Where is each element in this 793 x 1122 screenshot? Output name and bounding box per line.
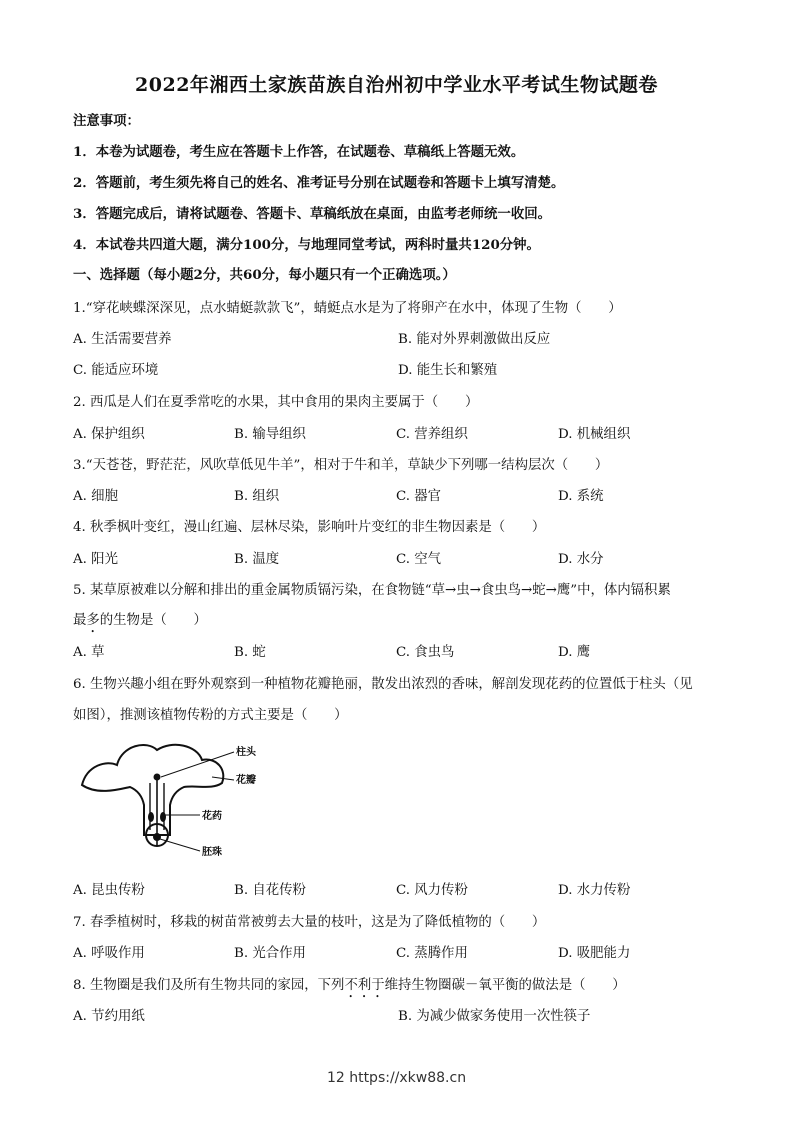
- q3-option-a: A. 细胞: [73, 489, 118, 504]
- stigma: [154, 774, 161, 781]
- question-5-stem-line1: 5. 某草原被难以分解和排出的重金属物质镉污染，在食物链“草→虫→食虫鸟→蛇→鹰”中，体内镉积累: [73, 583, 671, 598]
- q5-option-d: D. 鹰: [558, 645, 591, 660]
- notice-item-2: 2．答题前，考生须先将自己的姓名、准考证号分别在试题卷和答题卡上填写清楚。: [73, 175, 565, 191]
- q5-option-b: B. 蛇: [234, 645, 266, 660]
- q2-option-b: B. 输导组织: [234, 427, 306, 442]
- q3-option-c: C. 器官: [396, 489, 442, 504]
- q1-option-c: C. 能适应环境: [73, 363, 159, 378]
- q8-option-a: A. 节约用纸: [73, 1009, 145, 1024]
- notice-item-1: 1．本卷为试题卷，考生应在答题卡上作答，在试题卷、草稿纸上答题无效。: [73, 144, 525, 160]
- q4-option-b: B. 温度: [234, 552, 280, 567]
- q2-option-d: D. 机械组织: [558, 427, 631, 442]
- q3-option-b: B. 组织: [234, 489, 280, 504]
- notice-item-4: 4．本试卷共四道大题，满分100分，与地理同堂考试，两科时量共120分钟。: [73, 237, 540, 253]
- label-ovule: 胚珠: [202, 847, 222, 858]
- q2-option-a: A. 保护组织: [73, 427, 145, 442]
- q1-option-a: A. 生活需要营养: [73, 332, 172, 347]
- q6-option-c: C. 风力传粉: [396, 883, 468, 898]
- q8-option-b: B. 为减少做家务使用一次性筷子: [398, 1009, 591, 1024]
- q4-option-a: A. 阳光: [73, 552, 118, 567]
- ovule: [153, 833, 161, 841]
- q6-option-d: D. 水力传粉: [558, 883, 631, 898]
- q3-option-d: D. 系统: [558, 489, 604, 504]
- page-footer[interactable]: 12 https://xkw88.cn: [326, 1070, 467, 1086]
- q4-option-c: C. 空气: [396, 552, 442, 567]
- question-6-stem-line2: 如图），推测该植物传粉的方式主要是（ ）: [73, 708, 348, 723]
- flower-diagram: [72, 735, 256, 865]
- notice-heading: 注意事项：: [73, 113, 140, 129]
- q1-option-d: D. 能生长和繁殖: [398, 363, 498, 378]
- q7-option-c: C. 蒸腾作用: [396, 946, 468, 961]
- q4-option-d: D. 水分: [558, 552, 604, 567]
- question-6-stem-line1: 6. 生物兴趣小组在野外观察到一种植物花瓣艳丽，散发出浓烈的香味，解剖发现花药的位置低于柱头（见: [73, 677, 693, 692]
- q7-option-a: A. 呼吸作用: [73, 946, 145, 961]
- q7-option-b: B. 光合作用: [234, 946, 306, 961]
- label-petal: 花瓣: [236, 775, 256, 786]
- anther-right: [160, 812, 166, 822]
- q2-option-c: C. 营养组织: [396, 427, 468, 442]
- leader-ovule: [160, 839, 200, 851]
- q6-option-a: A. 昆虫传粉: [73, 883, 145, 898]
- q6-option-b: B. 自花传粉: [234, 883, 306, 898]
- question-3-stem: 3.“天苍苍，野茫茫，风吹草低见牛羊”，相对于牛和羊，草缺少下列哪一结构层次（ ）: [73, 458, 609, 473]
- question-5-stem-line2: 最多的生物是（ ）: [73, 613, 207, 628]
- label-anther: 花药: [202, 811, 222, 822]
- question-4-stem: 4. 秋季枫叶变红，漫山红遍、层林尽染，影响叶片变红的非生物因素是（ ）: [73, 520, 546, 535]
- question-2-stem: 2. 西瓜是人们在夏季常吃的水果，其中食用的果肉主要属于（ ）: [73, 395, 479, 410]
- q5-option-c: C. 食虫鸟: [396, 645, 455, 660]
- anther-left: [148, 812, 154, 822]
- q5-option-a: A. 草: [73, 645, 105, 660]
- q7-option-d: D. 吸肥能力: [558, 946, 631, 961]
- q1-option-b: B. 能对外界刺激做出反应: [398, 332, 551, 347]
- page-title: 2022年湘西土家族苗族自治州初中学业水平考试生物试题卷: [135, 74, 658, 96]
- notice-item-3: 3．答题完成后，请将试题卷、答题卡、草稿纸放在桌面，由监考老师统一收回。: [73, 206, 551, 222]
- question-1-stem: 1.“穿花峡蝶深深见，点水蜻蜓款款飞”，蜻蜓点水是为了将卵产在水中，体现了生物（ ）: [73, 301, 622, 316]
- question-8-stem: 8. 生物圈是我们及所有生物共同的家园，下列不利于维持生物圈碳－氧平衡的做法是（ ）: [73, 978, 626, 993]
- section-heading: 一、选择题（每小题2分，共60分，每小题只有一个正确选项。）: [73, 267, 456, 283]
- label-stigma: 柱头: [236, 747, 256, 758]
- question-7-stem: 7. 春季植树时，移栽的树苗常被剪去大量的枝叶，这是为了降低植物的（ ）: [73, 915, 546, 930]
